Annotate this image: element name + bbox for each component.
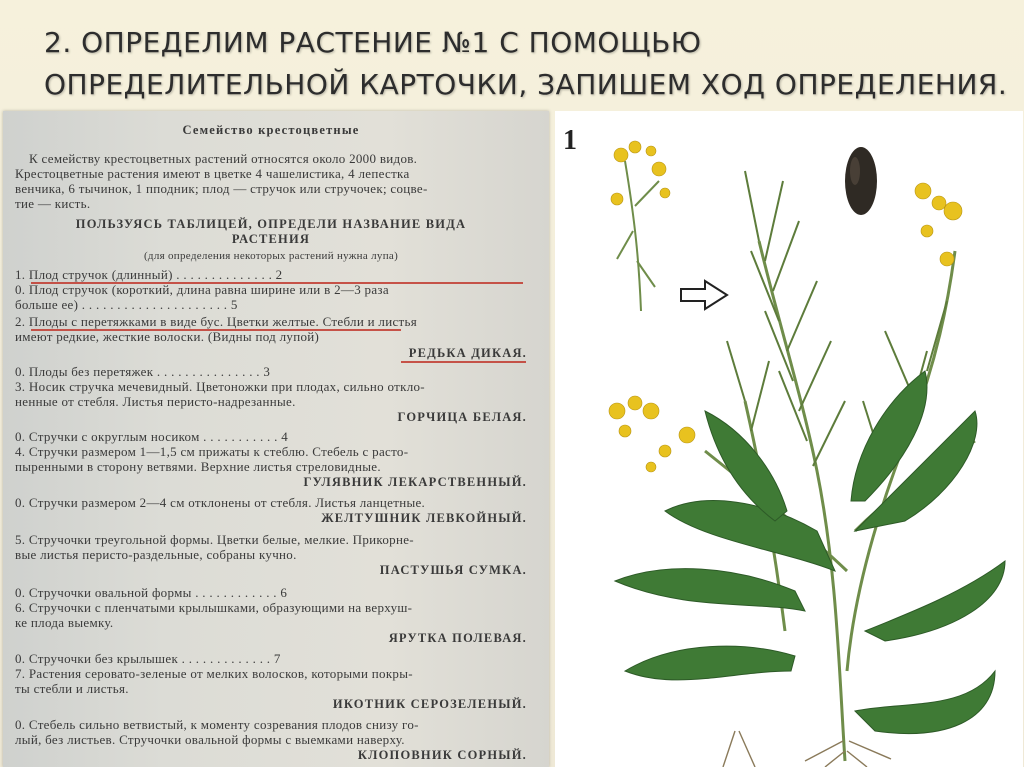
key-line: 0. Стручочки овальной формы . . . . . . . . . . . . 6	[15, 585, 288, 600]
card-intro-line: Крестоцветные растения имеют в цветке 4 чашелистика, 4 лепестка	[15, 166, 410, 181]
species-name: ПАСТУШЬЯ СУМКА.	[379, 563, 527, 577]
determination-card-scan	[3, 111, 549, 767]
key-line: 0. Стручки с округлым носиком . . . . . . . . . . . 4	[15, 429, 289, 444]
key-line: имеют редкие, жесткие волоски. (Видны под лупой)	[15, 329, 320, 344]
flower-icon	[611, 141, 670, 205]
species-name: ГОРЧИЦА БЕЛАЯ.	[397, 410, 527, 424]
key-line: вые листья перисто-раздельные, собраны кучно.	[15, 547, 297, 562]
plant-drawing	[555, 111, 1023, 767]
card-note: (для определения некоторых растений нужна лупа)	[143, 250, 399, 262]
plant-illustration	[555, 111, 1023, 767]
slide-title	[44, 22, 1008, 106]
key-line: 5. Стручочки треугольной формы. Цветки белые, мелкие. Прикорне-	[15, 532, 414, 547]
species-name: ИКОТНИК СЕРОЗЕЛЕНЫЙ.	[332, 697, 527, 711]
key-line: 0. Плод стручок (короткий, длина равна ширине или в 2—3 раза	[15, 282, 389, 297]
key-line: 3. Носик стручка мечевидный. Цветоножки при плодах, сильно откло-	[15, 379, 425, 394]
seed-icon	[845, 147, 877, 215]
species-name: ЯРУТКА ПОЛЕВАЯ.	[388, 631, 527, 645]
key-line: 4. Стручки размером 1—1,5 см прижаты к стеблю. Стебель с расто-	[15, 444, 409, 459]
key-line: 0. Стебель сильно ветвистый, к моменту созревания плодов снизу го-	[15, 717, 419, 732]
key-line: ты стебли и листья.	[15, 681, 129, 696]
key-line: 1. Плод стручок (длинный) . . . . . . . . . . . . . . 2	[15, 267, 283, 282]
card-heading: Семейство крестоцветные	[182, 123, 360, 137]
key-line: пыренными в сторону ветвями. Верхние листья стреловидные.	[15, 459, 381, 474]
card-task-line: ПОЛЬЗУЯСЬ ТАБЛИЦЕЙ, ОПРЕДЕЛИ НАЗВАНИЕ ВИДА	[75, 217, 467, 231]
figure-number: 1	[563, 125, 577, 156]
key-line: ке плода выемку.	[15, 615, 114, 630]
key-line: лый, без листьев. Стручочки овальной формы с выемками наверху.	[15, 732, 405, 747]
slide-title-line-1: 2. ОПРЕДЕЛИМ РАСТЕНИЕ №1 С ПОМОЩЬЮ	[44, 26, 702, 59]
flower-sprig	[617, 161, 659, 311]
key-line: ненные от стебля. Листья перисто-надрезанные.	[15, 394, 296, 409]
arrow-right-icon	[681, 281, 727, 309]
card-intro-line: тие — кисть.	[15, 196, 91, 211]
species-name: ГУЛЯВНИК ЛЕКАРСТВЕННЫЙ.	[303, 475, 527, 489]
card-intro-line: К семейству крестоцветных растений относятся около 2000 видов.	[29, 151, 418, 166]
key-line: 6. Стручочки с пленчатыми крылышками, образующими на верхуш-	[15, 600, 413, 615]
species-name: РЕДЬКА ДИКАЯ.	[408, 346, 527, 360]
key-line: 0. Стручочки без крылышек . . . . . . . . . . . . . 7	[15, 651, 281, 666]
key-line: больше ее) . . . . . . . . . . . . . . . . . . . . . 5	[15, 297, 238, 312]
species-name: КЛОПОВНИК СОРНЫЙ.	[357, 748, 527, 762]
key-line: 2. Плоды с перетяжками в виде бус. Цветки желтые. Стебли и листья	[15, 314, 418, 329]
slide-title-line-2: ОПРЕДЕЛИТЕЛЬНОЙ КАРТОЧКИ, ЗАПИШЕМ ХОД ОПРЕДЕЛЕНИЯ.	[44, 68, 1008, 101]
red-underline	[401, 361, 526, 363]
key-line: 7. Растения серовато-зеленые от мелких волосков, которыми покры-	[15, 666, 413, 681]
species-name: ЖЕЛТУШНИК ЛЕВКОЙНЫЙ.	[321, 511, 527, 525]
card-intro-line: венчика, 6 тычинок, 1 пподник; плод — стручок или стручочек; соцве-	[15, 181, 428, 196]
plant-leaves	[615, 371, 1005, 734]
key-line: 0. Стручки размером 2—4 см отклонены от стебля. Листья ланцетные.	[15, 495, 426, 510]
card-task-line: РАСТЕНИЯ	[231, 232, 311, 246]
key-line: 0. Плоды без перетяжек . . . . . . . . . . . . . . . 3	[15, 364, 271, 379]
